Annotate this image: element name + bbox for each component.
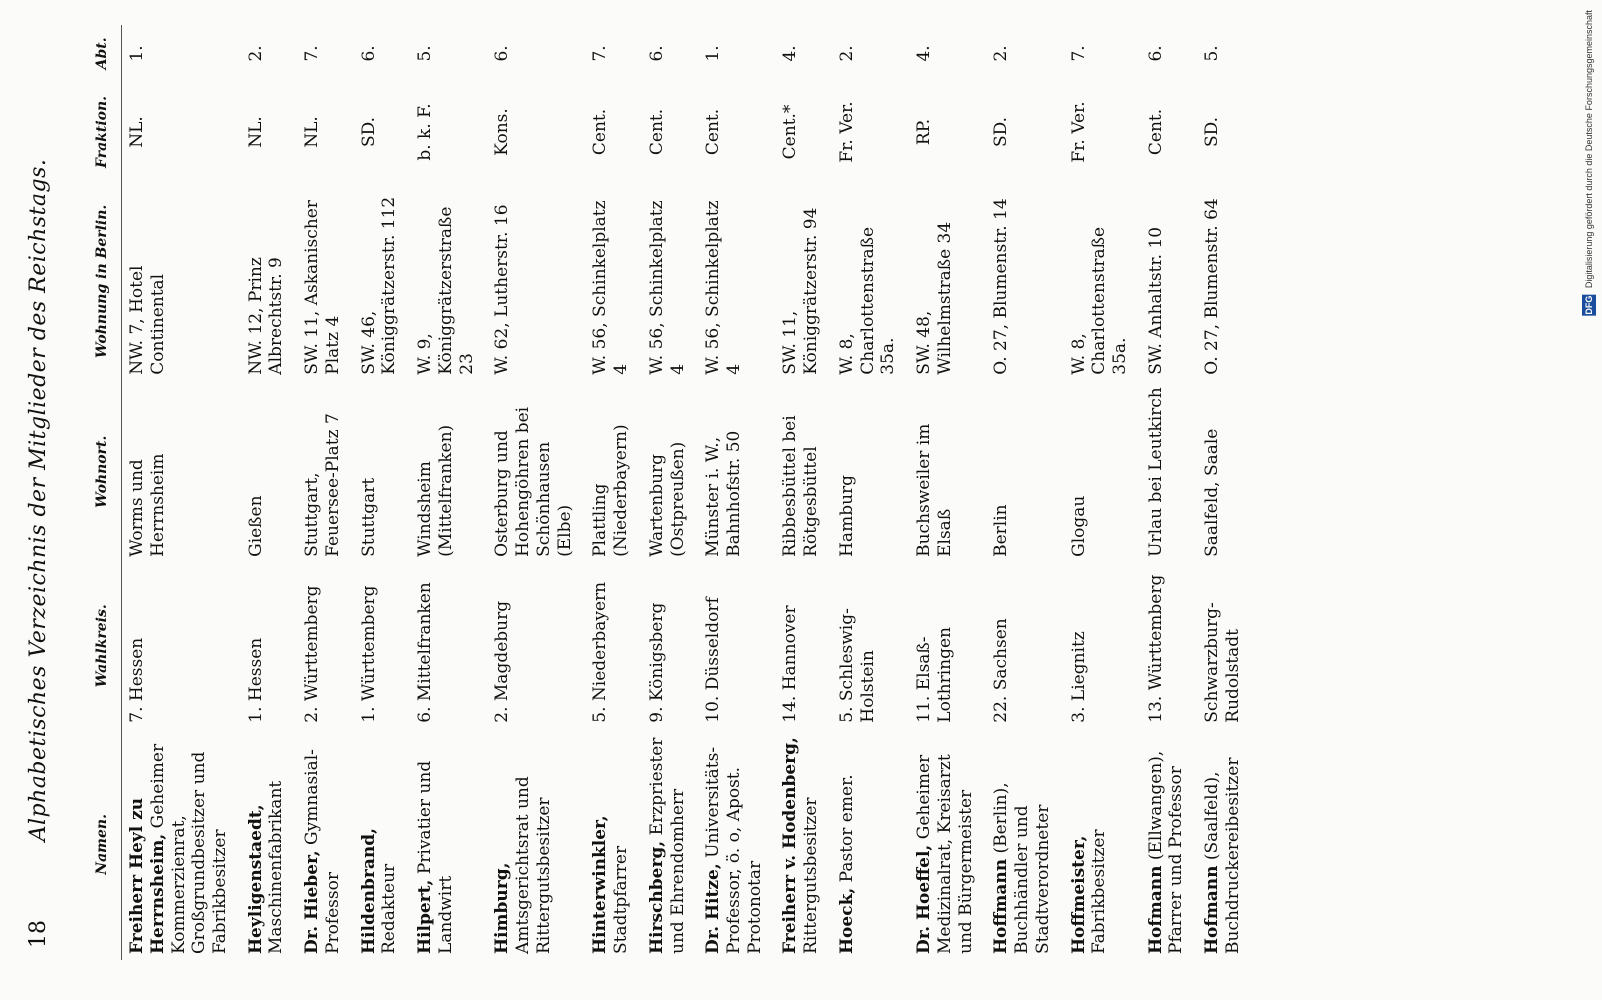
cell-name (241, 729, 297, 960)
member-name: Dr. Hieber, (302, 850, 323, 954)
cell-wohnung: W. 8, Charlottenstraße 35a. (1068, 226, 1130, 375)
cell-wahlkreis: 9. Königsberg (646, 602, 667, 723)
member-occupation: (Saalfeld), Buchdruckereibesitzer (1202, 757, 1243, 954)
page-number: 18 (26, 920, 51, 948)
cell-wohnung: O. 27, Blumenstr. 14 (991, 198, 1012, 375)
cell-abteilung: 7. (590, 45, 611, 62)
cell-abteilung: 6. (646, 45, 667, 62)
cell-wohnung: SW. 48, Wilhelmstraße 34 (914, 221, 955, 375)
member-name: Hildenbrand, (358, 827, 379, 954)
cell-name (1141, 729, 1197, 960)
cell-name (775, 729, 831, 960)
cell-name (832, 729, 909, 960)
table-row (1141, 25, 1197, 960)
page-title: Alphabetisches Verzeichnis der Mitglieder des Reichstags. (26, 158, 51, 842)
table-row (410, 25, 487, 960)
cell-wohnort: Münster i. W., Bahnhofstr. 50 (703, 430, 744, 557)
cell-abteilung: 2. (991, 45, 1012, 62)
member-occupation: Universitäts-Professor, ö. o, Apost. Protonotar (703, 746, 765, 954)
cell-wohnort: Wartenburg (Ostpreußen) (646, 441, 688, 557)
table-row (122, 25, 241, 960)
cell-wohnung: W. 56, Schinkelplatz 4 (590, 200, 632, 375)
cell-name (986, 729, 1063, 960)
cell-wohnort: Hamburg (836, 474, 857, 557)
member-occupation: Amtsgerichtsrat und Rittergutsbesitzer (513, 776, 554, 954)
table-row (297, 25, 353, 960)
table-header-row (92, 25, 122, 960)
cell-abteilung: 6. (358, 45, 379, 62)
cell-wahlkreis: Schwarzburg-Rudolstadt (1202, 602, 1243, 723)
cell-fraktion: Fr. Ver. (1068, 101, 1089, 163)
cell-wohnung: O. 27, Blumenstr. 64 (1202, 198, 1223, 375)
table-row (1197, 25, 1253, 960)
cell-wahlkreis: 6. Mittelfranken (415, 582, 436, 723)
cell-abteilung: 7. (302, 45, 323, 62)
member-name: Heyligenstaedt, (245, 804, 266, 954)
col-header-abt: Abt. (92, 25, 122, 82)
member-occupation: Fabrikbesitzer (1089, 829, 1110, 954)
member-name: Dr. Hoeffel, (914, 844, 935, 954)
cell-wahlkreis: 14. Hannover (780, 605, 801, 723)
cell-wahlkreis: 3. Liegnitz (1068, 631, 1089, 723)
cell-fraktion: RP. (914, 118, 935, 146)
cell-fraktion: Cent.* (780, 104, 801, 160)
cell-wohnort: Stuttgart (358, 477, 379, 557)
member-name: Hofmann (1145, 865, 1166, 954)
member-occupation: Gymnasial-Professor (302, 749, 343, 954)
cell-name (1197, 729, 1253, 960)
cell-name (698, 729, 775, 960)
cell-wahlkreis: 2. Württemberg (302, 585, 323, 723)
cell-fraktion: Cent. (703, 108, 724, 156)
cell-wohnort: Gießen (245, 495, 266, 557)
member-name: Hoffmeister, (1068, 835, 1089, 954)
member-occupation: Geheimer Medizinalrat, Kreisarzt und Bürgermeister (914, 754, 976, 954)
cell-name (909, 729, 986, 960)
cell-wahlkreis: 5. Niederbayern (590, 581, 611, 723)
table-row (775, 25, 831, 960)
cell-abteilung: 5. (415, 45, 436, 62)
cell-wohnung: W. 56, Schinkelplatz 4 (703, 200, 744, 375)
member-name: Hoeck, (836, 887, 857, 954)
cell-name (122, 729, 241, 960)
cell-name (410, 729, 487, 960)
member-name: Hofmann (1202, 865, 1223, 954)
cell-abteilung: 4. (780, 45, 801, 62)
cell-name (487, 729, 585, 960)
member-name: Freiherr Heyl zu Herrnsheim, (127, 797, 168, 954)
cell-abteilung: 4. (914, 45, 935, 62)
members-table (92, 25, 1254, 960)
table-row (354, 25, 410, 960)
cell-fraktion: Kons. (492, 108, 513, 156)
cell-fraktion: Cent. (590, 108, 611, 156)
cell-abteilung: 2. (836, 45, 857, 62)
cell-abteilung: 6. (1145, 45, 1166, 62)
cell-fraktion: Fr. Ver. (836, 101, 857, 163)
member-name: Hinterwinkler, (590, 815, 611, 954)
cell-wahlkreis: 13. Württemberg (1145, 574, 1166, 723)
cell-wahlkreis: 10. Düsseldorf (703, 597, 724, 723)
cell-wohnung: SW. Anhaltstr. 10 (1145, 226, 1166, 375)
cell-wohnort: Urlau bei Leutkirch (1145, 387, 1166, 557)
cell-wohnort: Glogau (1068, 495, 1089, 557)
cell-abteilung: 1. (127, 45, 148, 62)
table-row (1064, 25, 1141, 960)
cell-wohnung: NW. 12, Prinz Albrechtstr. 9 (245, 257, 287, 375)
cell-wohnort: Stuttgart, Feuersee-Platz 7 (302, 413, 343, 557)
digitization-credit (1582, 10, 1596, 316)
cell-wohnung: W. 8, Charlottenstraße 35a. (836, 226, 899, 375)
cell-wahlkreis: 5. Schleswig-Holstein (836, 608, 878, 723)
member-occupation: Privatier und Landwirt (415, 760, 456, 954)
col-header-wohnort: Wohnort. (92, 381, 122, 563)
col-header-wohnung: Wohnung in Berlin. (92, 182, 122, 381)
dfg-logo: DFG (1584, 295, 1594, 315)
table-row (585, 25, 641, 960)
cell-wahlkreis: 11. Elsaß-Lothringen (914, 627, 955, 723)
table-row (642, 25, 698, 960)
cell-wahlkreis: 1. Württemberg (358, 585, 379, 723)
cell-wohnung: SW. 11, Königgrätzerstr. 94 (780, 207, 822, 375)
cell-wohnung: W. 56, Schinkelplatz 4 (646, 200, 688, 375)
cell-fraktion: Cent. (1145, 108, 1166, 156)
cell-wahlkreis: 22. Sachsen (991, 618, 1012, 723)
cell-wohnung: NW. 7, Hotel Continental (127, 265, 168, 375)
table-row (986, 25, 1063, 960)
cell-fraktion: SD. (1202, 116, 1223, 147)
table-row (909, 25, 986, 960)
col-header-fraktion: Fraktion. (92, 82, 122, 182)
member-occupation: Redakteur (379, 863, 400, 954)
member-occupation: Erzpriester und Ehrendomherr (646, 737, 688, 954)
member-name: Dr. Hitze, (703, 863, 724, 954)
cell-wohnort: Worms und Herrnsheim (127, 453, 168, 557)
member-name: Hoffmann (991, 858, 1012, 954)
cell-fraktion: SD. (358, 116, 379, 147)
member-occupation: Stadtpfarrer (611, 845, 632, 954)
cell-fraktion: NL. (302, 116, 323, 148)
cell-abteilung: 6. (492, 45, 513, 62)
cell-wahlkreis: 7. Hessen (127, 637, 148, 723)
member-name: Hilpert, (415, 879, 436, 954)
cell-name (642, 729, 698, 960)
cell-wohnung: W. 9, Königgrätzerstraße 23 (415, 206, 477, 375)
member-occupation: (Berlin), Buchhändler und Stadtverordneter (991, 782, 1053, 954)
cell-name (297, 729, 353, 960)
cell-abteilung: 5. (1202, 45, 1223, 62)
cell-abteilung: 2. (245, 45, 266, 62)
cell-fraktion: Cent. (646, 108, 667, 156)
col-header-wahlkreis: Wahlkreis. (92, 563, 122, 729)
member-occupation: Maschinenfabrikant (266, 780, 287, 954)
cell-wohnort: Berlin (991, 504, 1012, 557)
credit-text: Digitalisierung gefördert durch die Deutsche Forschungsgemeinschaft (1584, 10, 1594, 289)
col-header-name: Namen. (92, 729, 122, 960)
member-occupation: Pastor emer. (836, 774, 857, 883)
cell-wohnort: Ribbesbüttel bei Rötgesbüttel (780, 415, 822, 557)
cell-wohnort: Osterburg und Hohengöhren bei Schönhausen (Elbe) (492, 406, 575, 557)
cell-wohnort: Windsheim (Mittelfranken) (415, 424, 456, 557)
cell-name (585, 729, 641, 960)
cell-abteilung: 1. (703, 45, 724, 62)
cell-wohnort: Plattling (Niederbayern) (590, 424, 632, 557)
table-row (241, 25, 297, 960)
cell-wahlkreis: 1. Hessen (245, 637, 266, 723)
cell-name (1064, 729, 1141, 960)
member-occupation: Rittergutsbesitzer (801, 797, 822, 954)
cell-fraktion: NL. (127, 116, 148, 148)
cell-fraktion: NL. (245, 116, 266, 148)
cell-abteilung: 7. (1068, 45, 1089, 62)
member-occupation: (Ellwangen), Pfarrer und Professor (1145, 750, 1187, 954)
cell-fraktion: SD. (991, 116, 1012, 147)
table-row (832, 25, 909, 960)
member-name: Himburg, (492, 862, 513, 954)
table-row (698, 25, 775, 960)
member-name: Freiherr v. Hodenberg, (780, 737, 801, 954)
cell-wohnung: SW. 46, Königgrätzerstr. 112 (358, 196, 400, 375)
cell-wohnort: Saalfeld, Saale (1202, 428, 1223, 557)
cell-wohnort: Buchsweiler im Elsaß (914, 423, 955, 557)
cell-fraktion: b. k. F. (415, 103, 436, 161)
member-name: Hirschberg, (646, 840, 667, 954)
member-occupation: Geheimer Kommerzienrat, Großgrundbesitzer und Fabrikbesitzer (147, 743, 231, 954)
cell-wohnung: W. 62, Lutherstr. 16 (492, 204, 513, 375)
cell-wohnung: SW. 11, Askanischer Platz 4 (302, 200, 343, 375)
cell-name (354, 729, 410, 960)
cell-wahlkreis: 2. Magdeburg (492, 600, 513, 723)
table-row (487, 25, 585, 960)
